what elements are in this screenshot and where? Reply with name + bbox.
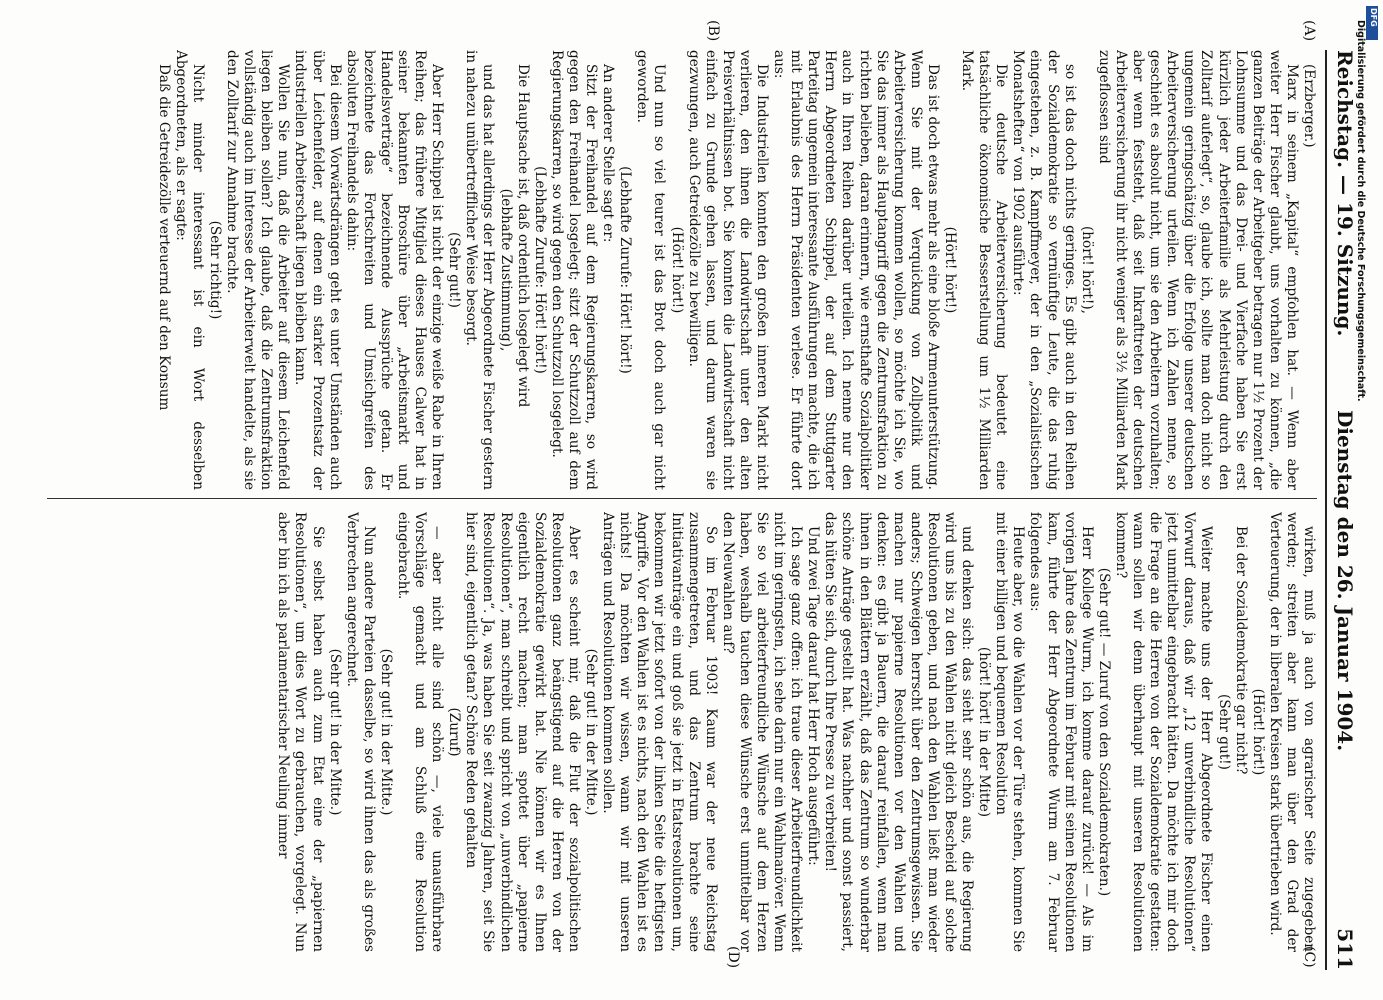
text-paragraph: Und nun so viel teurer ist das Brot doch auch gar nicht geworden. <box>634 50 668 490</box>
text-paragraph: Die deutsche Arbeiterversicherung bedeutet eine tatsächliche ökonomische Besserstellung um 1½ Milliarden Mark. <box>959 50 1010 490</box>
text-paragraph: Nun andere Parteien dasselbe, so wird ihnen das als großes Verbrechen angerechnet. <box>343 512 377 952</box>
document-sheet <box>21 20 1361 980</box>
margin-marker-c: (C) <box>1301 946 1317 968</box>
header-center: Dienstag den 26. Januar 1904. <box>1333 410 1357 752</box>
text-paragraph: wirken, muß ja auch von agrarischer Seite zugegeben werden; streiten aber kann man über den Grad der Verteuerung, der in liberalen Kreisen stark übertrieben wird. <box>1266 512 1317 952</box>
right-text-column <box>47 512 1317 952</box>
text-paragraph: An anderer Stelle sagt er: <box>600 64 617 243</box>
text-paragraph: Nicht minder interessant ist ein Wort desselben Abgeordneten, als er sagte: <box>172 50 206 490</box>
interjection-paragraph: (hört! hört! in der Mitte) <box>976 646 993 818</box>
text-paragraph: Und zwei Tage darauf hat Herr Hoch ausgeführt: <box>805 526 822 866</box>
text-paragraph: so ist das doch nichts geringes. Es gibt auch in den Reihen der Sozialdemokratie so vernünftige Leute, die das ruhig eingestehen, z. B. Kampffmeyer, der in den „Sozialistischen Monatsheften“ von 1902 ausführte: <box>1010 50 1078 490</box>
header-left: Reichstag. — 19. Sitzung. <box>1333 50 1357 337</box>
interjection-paragraph: (Hört! hört!) <box>1249 688 1266 776</box>
interjection-paragraph: (lebhafte Zustimmung), <box>497 188 514 352</box>
text-paragraph: Aber es scheint mir, daß die Flut der sozialpolitischen Resolutionen ganz beängstigend auf die Herren von der Sozialdemokratie gewirkt hat. Nie können wir es Ihnen eigentlich recht machen; man spottet über „papierne Resolutionen“, man schreibt und spricht von „unverbindlichen Resolutionen“. Ja, was haben Sie seit zwanzig Jahren, seit Sie hier sind, eigentlich getan? Schöne Reden gehalten <box>463 512 582 952</box>
interjection-paragraph: (hört! hört!), <box>1078 226 1095 314</box>
text-paragraph: Aber Herr Schippel ist nicht der einzige weiße Rabe in Ihren Reihen; das frühere Mitglied dieses Hauses Calwer hat in seiner bekannten Broschüre über „Arbeitsmarkt und Handelsverträge“ bezeichnende Aussprüche getan. Er bezeichnete das Fortschreiten und Umsichgreifen des absoluten Freihandels dahin: <box>343 50 446 490</box>
interjection-paragraph: (Lebhafte Zurufe: Hört! hört!) <box>617 166 634 374</box>
digitization-credit: Digitalisierung gefördert durch die Deutsche Forschungsgemeinschaft. <box>1355 20 1366 402</box>
text-paragraph: — aber nicht alle sind schön —, viele unausführbare Vorschläge gemacht und am Schluß eine Resolution eingebracht. <box>395 512 446 952</box>
text-paragraph: und das hat allerdings der Herr Abgeordnete Fischer gestern in nahezu unübertrefflicher Weise besorgt. <box>463 50 497 490</box>
interjection-paragraph: (Sehr gut! in der Mitte.) <box>583 648 600 816</box>
column-divider <box>47 498 1317 499</box>
interjection-paragraph: (Sehr richtig!) <box>207 220 223 320</box>
text-paragraph: Das ist doch etwas mehr als eine bloße Armenunterstützung. Wenn Sie mit der Verquickung von Zollpolitik und Arbeiterversicherung kommen wollen, so möchte ich Sie, wo Sie das immer als Hauptangriff gegen die Zentrumsfraktion zu richten belieben, daran erinnern, wie ernsthafte Sozialpolitiker auch in Ihren Reihen darüber urteilen. Ich nenne nur den Herrn Abgeordneten Schippel, der auf dem Stuttgarter Parteitag ungemein interessante Ausführungen machte, die ich mit Erlaubnis des Herrn Präsidenten verlese. Er führte dort aus: <box>771 50 941 490</box>
text-paragraph: Weiter machte uns der Herr Abgeordnete Fischer einen Vorwurf daraus, daß wir „12 unverbindliche Resolutionen“ jetzt unmittelbar eingebracht hätten. Da möchte ich mir doch die Frage an die Herren von der Sozialdemokratie gestatten: wann sollen wir denn überhaupt mit unseren Resolutionen kommen? <box>1112 512 1215 952</box>
interjection-paragraph: (Sehr gut! in der Mitte.) <box>326 648 343 816</box>
margin-marker-b: (B) <box>705 20 721 42</box>
dfg-logo-text: DFG <box>1369 8 1378 27</box>
text-paragraph: Sitzt der Freihandel auf dem Regierungskarren, so wird gegen den Freihandel losgelegt; sitzt der Schutzzoll auf dem Regierungskarren, so wird gegen den Schutzzoll losgelegt. <box>548 50 600 490</box>
margin-marker-a: (A) <box>1301 20 1317 42</box>
text-paragraph: Ich sage ganz offen: ich traue dieser Arbeiterfreundlichkeit nicht im geringsten, ich sehe darin nur ein Wahlmanöver. Wenn Sie so viel arbeiterfreundliche Wünsche auf dem Herzen haben, weshalb tauchen diese Wünsche erst unmittelbar vor den Neuwahlen auf? <box>719 512 805 952</box>
interjection-paragraph: (Sehr gut! — Zuruf von den Sozialdemokraten.) <box>1095 567 1112 897</box>
dfg-logo <box>1366 6 1378 40</box>
text-paragraph: Die Hauptsache ist, daß ordentlich losgelegt wird <box>514 64 531 408</box>
text-paragraph: Marx in seinem „Kapital“ empfohlen hat. — Wenn aber weiter Herr Fischer glaubt, uns vorhalten zu können, „die ganzen Beiträge der Arbeitgeber betragen nur 1½ Prozent der Lohnsumme und das Drei- und Vierfache haben Sie erst kürzlich jeder Arbeiterfamilie als Mehrleistung durch den Zolltarif auferlegt“, so, glaube ich, sollte man doch nicht so ungemein geringschätzig über die Erfolge unserer deutschen Arbeiterversicherung urteilen. Wenn ich Zahlen nenne, so geschieht es absolut nicht, um sie den Arbeitern vorzuhalten; aber wenn feststeht, daß seit Inkrafttreten der deutschen Arbeiterversicherung ihr nicht weniger als 3½ Milliarden Mark zugeflossen sind <box>1095 50 1300 490</box>
interjection-paragraph: (Lebhafte Zurufe: Hört! hört!) <box>531 166 548 374</box>
text-paragraph: Bei diesem Vorwärtsdrängen geht es unter Umständen auch über Leichenfelder, auf denen ein starker Prozentsatz der industriellen Arbeiterschaft liegen bleiben kann. <box>292 50 343 490</box>
text-paragraph: Sie selbst haben auch zum Etat eine der „papiernen Resolutionen“, um dies Wort zu gebrauchen, vorgelegt. Nun aber bin ich als parlamentarischer Neuling immer <box>275 512 326 952</box>
text-paragraph: Heute aber, wo die Wahlen vor der Türe stehen, kommen Sie mit einer billigen und bequemen Resolution <box>993 512 1027 952</box>
text-paragraph: Die Industriellen konnten den großen inneren Markt nicht verlieren, den ihnen die Landwirtschaft unter den alten Preisverhältnissen bot. Sie konnten die Landwirtschaft nicht einfach zu Grunde gehen lassen, und darum waren sie gezwungen, auch Getreidezölle zu bewilligen. <box>685 50 770 490</box>
interjection-paragraph: (Zuruf) <box>446 707 463 757</box>
text-paragraph: Daß die Getreidezölle verteuernd auf den Konsum <box>155 64 172 411</box>
margin-marker-d: (D) <box>725 946 741 969</box>
interjection-paragraph: (Sehr gut!) <box>446 232 463 308</box>
page-number: 511 <box>1333 928 1357 970</box>
text-paragraph: Herr Kollege Wurm, ich komme darauf zurück! — Als im vorigen Jahre das Zentrum im Februar mit seinen Resolutionen kam, führte der Herr Abgeordnete Wurm am 7. Februar folgendes aus: <box>1027 512 1095 952</box>
interjection-paragraph: (Hört! hört!) <box>942 226 959 314</box>
interjection-paragraph: (Hört! hört!) <box>668 226 685 314</box>
interjection-paragraph: (Sehr gut!) <box>1215 694 1232 770</box>
text-paragraph: Wollen Sie nun, daß die Arbeiter auf diesem Leichenfeld liegen bleiben sollen? Ich glaube, daß die Zentrumsfraktion vollständig auch im Interesse der Arbeiterwelt handelte, als sie den Zolltarif zur Annahme brachte. <box>224 50 292 490</box>
text-paragraph: So im Februar 1903! Kaum war der neue Reichstag zusammengetreten, und das Zentrum brachte seine Initiativanträge ein und goß sie jetzt in Etatsresolutionen um, bekommen wir jetzt sofort von der linken Seite die heftigsten Angriffe. Vor den Wahlen ist es nichts, nach den Wahlen ist es nichts! Da möchten wir wissen, wann wir mit unseren Anträgen und Resolutionen kommen sollen. <box>600 512 719 952</box>
text-paragraph: und denken sich: das sieht sehr schön aus, die Regierung wird uns bis zu den Wahlen nicht gleich Bescheid auf solche Resolutionen geben, und nach den Wahlen ließt man wieder anders; Schweigen herrscht über den Zentrumsgewissen. Sie machen nur papierne Resolutionen vor den Wahlen und denken: es gibt ja Bauern, die darauf reinfallen, wenn man ihnen in den Blättern erzählt, daß das Zentrum so wunderbar schöne Anträge gestellt hat. Was nachher und sonst passiert, das hüten Sie sich, durch Ihre Presse zu verbreiten! <box>822 512 976 952</box>
text-paragraph: (Erzberger.) <box>1301 64 1317 148</box>
text-paragraph: Bei der Sozialdemokratie gar nicht? <box>1232 526 1249 775</box>
interjection-paragraph: (Sehr gut! in der Mitte.) <box>377 648 394 816</box>
left-text-column <box>47 50 1317 490</box>
